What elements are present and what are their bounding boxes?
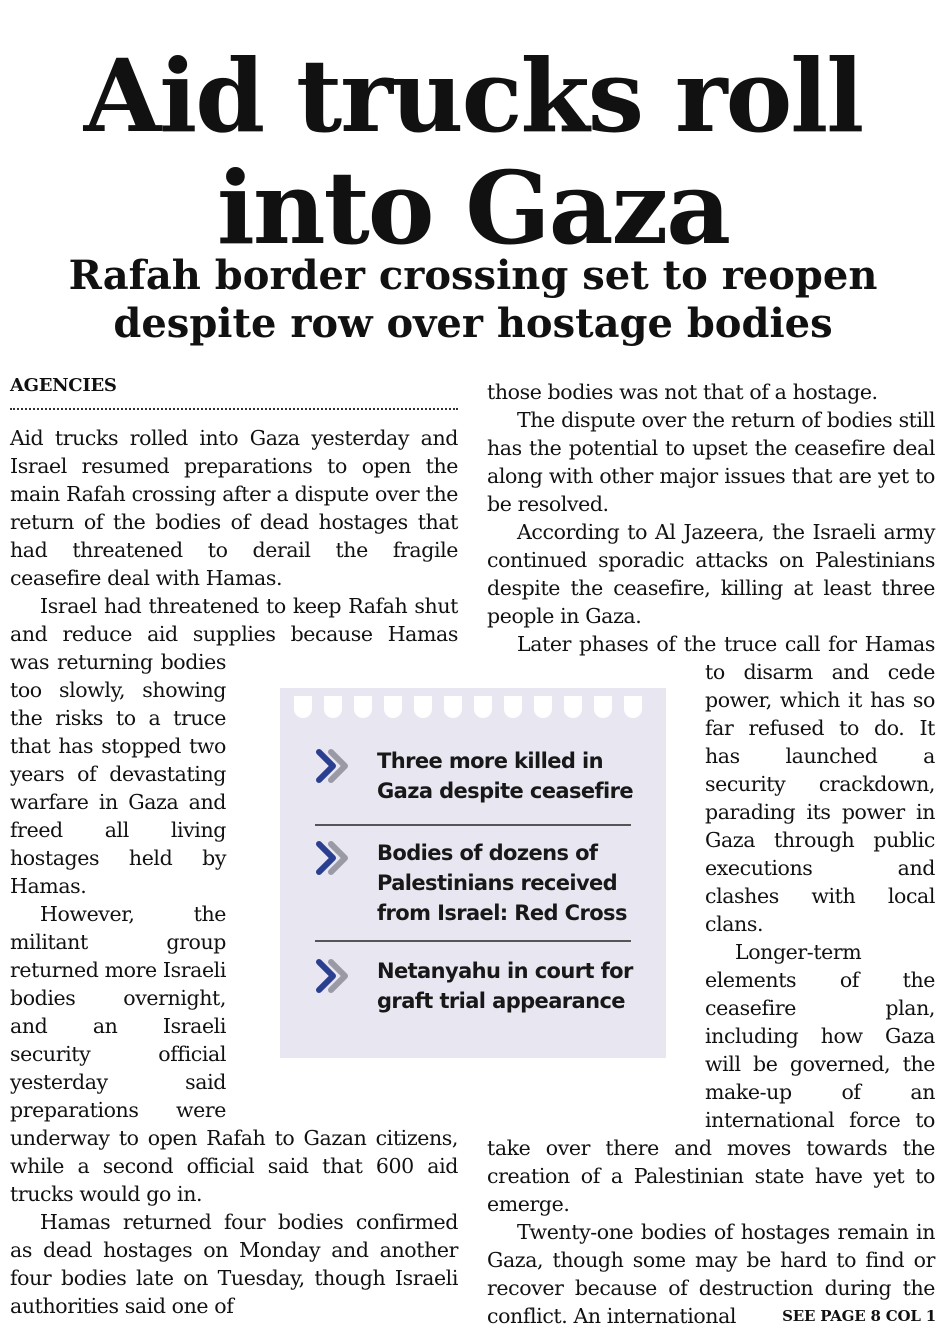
paragraph: The dispute over the return of bodies still has the potential to upset the ceasefire deal along with other major issues that are yet to be resolved. <box>487 408 935 516</box>
paragraph: Twenty-one bodies of hostages remain in Gaza, though some may be hard to find or recover because of destruction during the conflict. An international <box>487 1220 935 1328</box>
headline: Aid trucks roll into Gaza <box>83 37 863 267</box>
highlight-divider <box>315 940 631 942</box>
byline: AGENCIES <box>10 375 117 396</box>
highlight-text: Netanyahu in court for graft trial appearance <box>377 959 633 1013</box>
double-chevron-icon <box>315 956 353 996</box>
paragraph: Aid trucks rolled into Gaza yesterday and Israel resumed preparations to open the main Rafah crossing after a dispute over the return of the bodies of dead hostages that had threatened to derail the fragile ceasefire deal with Hamas. <box>10 426 458 590</box>
paragraph: Later phases of the truce call for Hamas to disarm and cede power, which it has so far refused to do. It has launched a security crackdown, parading its power in Gaza through public executions and clashes with local clans. <box>517 632 935 936</box>
paragraph: those bodies was not that of a hostage. <box>487 380 878 404</box>
paragraph: According to Al Jazeera, the Israeli army continued sporadic attacks on Palestinians despite the ceasefire, killing at least three people in Gaza. <box>487 520 935 628</box>
paragraph: Longer-term elements of the ceasefire plan, including how Gaza will be governed, the make-up of an international force to take over there and moves towards the creation of a Palestinian state have yet to emerge. <box>487 940 935 1216</box>
highlight-text: Bodies of dozens of Palestinians received from Israel: Red Cross <box>377 841 627 925</box>
paragraph: Israel had threatened to keep Rafah shut and reduce aid supplies because Hamas was returning bodies too slowly, showing the risks to a truce that has stopped two years of devastating warfare in Gaza and freed all living hostages held by Hamas. <box>10 594 458 898</box>
highlight-text: Three more killed in Gaza despite ceasefire <box>377 749 634 803</box>
highlights-panel <box>280 688 666 1058</box>
paragraph: Hamas returned four bodies confirmed as dead hostages on Monday and another four bodies late on Tuesday, though Israeli authorities said one of <box>10 1210 458 1318</box>
subheadline: Rafah border crossing set to reopen despite row over hostage bodies <box>68 252 878 347</box>
byline-divider <box>10 408 458 410</box>
highlight-divider <box>315 824 631 826</box>
double-chevron-icon <box>315 838 353 878</box>
paragraph: However, the militant group returned more Israeli bodies overnight, and an Israeli security official yesterday said preparations were underway to open Rafah to Gazan citizens, while a second official said that 600 aid trucks would go in. <box>10 902 458 1206</box>
continuation-note: SEE PAGE 8 COL 1 <box>782 1307 936 1325</box>
notepad-holes <box>294 696 656 720</box>
double-chevron-icon <box>315 746 353 786</box>
